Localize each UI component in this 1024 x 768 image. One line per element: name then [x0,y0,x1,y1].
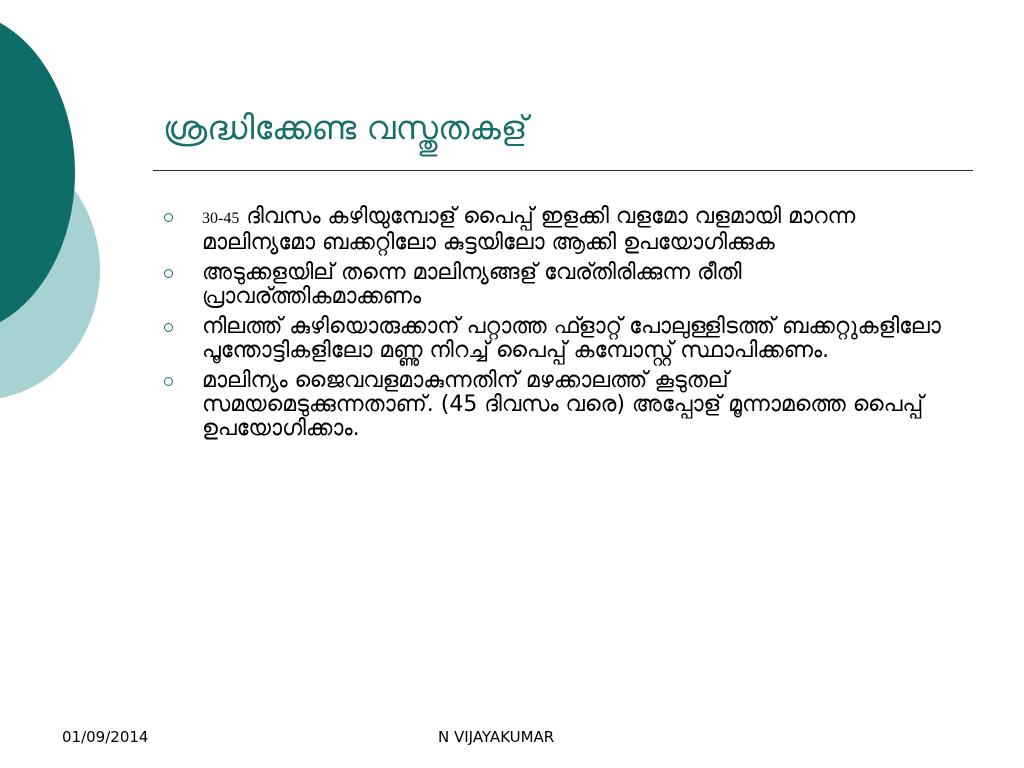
bullet-circle-icon [164,377,173,386]
bullet-item [162,205,962,255]
bullet-item [162,315,962,363]
bullet-number-prefix: 30-45 [202,210,240,227]
bullet-circle-icon [164,213,173,222]
footer-author: N VIJAYAKUMAR [438,728,555,746]
bullet-circle-icon [164,323,173,332]
bullet-item [162,261,962,309]
bullet-text: അടുക്കളയില് തന്നെ മാലിന്യങ്ങള് വേര്തിരിക്കുന്ന രീതി പ്രാവര്ത്തികമാക്കണം [202,260,742,309]
bullet-list [162,205,962,447]
bullet-circle-icon [164,269,173,278]
bullet-text: ദിവസം കഴിയുമ്പോള് പൈപ്പ് ഇളക്കി വളമോ വളമായി മാറന്ന മാലിന്യമോ ബക്കറ്റിലോ കുട്ടയിലോ ആക്കി ഉപയോഗിക്കുക [202,204,856,255]
bullet-item [162,369,962,441]
slide-title: ശ്രദ്ധിക്കേണ്ട വസ്തുതകള് [163,108,528,147]
bullet-text: മാലിന്യം ജൈവവളമാകുന്നതിന് മഴക്കാലത്ത് കൂടുതല് സമയമെടുക്കുന്നതാണ്. (45 ദിവസം വരെ) അപ്പോള് മൂന്നാമത്തെ പൈപ്പ് ഉപയോഗിക്കാം. [202,368,924,441]
footer-date: 01/09/2014 [62,728,149,746]
bullet-text: നിലത്ത് കുഴിയൊരുക്കാന് പറ്റാത്ത ഫ്ളാറ്റ് പോലുള്ളിടത്ത് ബക്കറ്റുകളിലോ പൂന്തോട്ടികളിലോ മണ്ണു നിറച്ച് പൈപ്പ് കമ്പോസ്റ്റ് സ്ഥാപിക്കണം. [202,314,941,363]
title-divider [153,170,973,171]
